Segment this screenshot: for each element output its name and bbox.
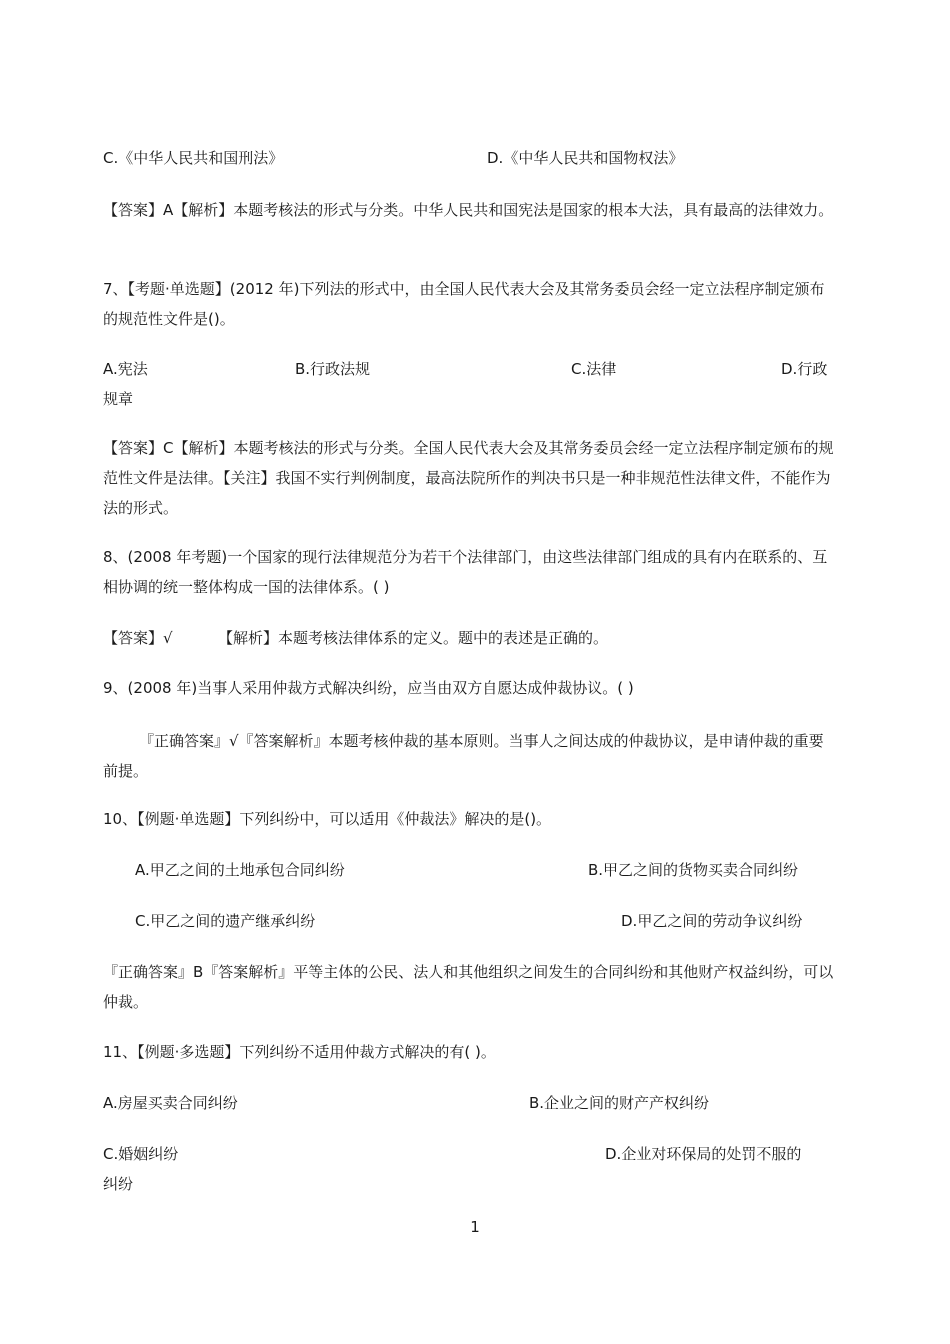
q11-option-b: B.企业之间的财产产权纠纷 [529,1094,710,1112]
q6-option-d: D.《中华人民共和国物权法》 [487,149,684,167]
q10-option-a: A.甲乙之间的土地承包合同纠纷 [135,861,345,879]
q10-option-b: B.甲乙之间的货物买卖合同纠纷 [588,861,799,879]
q9-answer: 『正确答案』√『答案解析』本题考核仲裁的基本原则。当事人之间达成的仲裁协议，是申请仲裁的重要前提。 [103,732,824,780]
q6-answer: 【答案】A【解析】本题考核法的形式与分类。中华人民共和国宪法是国家的根本大法，具有最高的法律效力。 [103,201,834,219]
q10-option-c: C.甲乙之间的遗产继承纠纷 [135,912,316,930]
q7-option-d-line1: D.行政 [781,360,828,378]
q6-option-c: C.《中华人民共和国刑法》 [103,149,284,167]
q10-answer: 『正确答案』B『答案解析』平等主体的公民、法人和其他组织之间发生的合同纠纷和其他财产权益纠纷，可以仲裁。 [103,963,834,1011]
q8-answer-mark: 【答案】√ [103,629,173,647]
q10-option-d: D.甲乙之间的劳动争议纠纷 [621,912,803,930]
q9-stem: 9、(2008 年)当事人采用仲裁方式解决纠纷，应当由双方自愿达成仲裁协议。( ) [103,679,634,697]
q8-analysis: 【解析】本题考核法律体系的定义。题中的表述是正确的。 [218,629,609,647]
page-number: 1 [470,1218,480,1236]
q10-stem: 10、【例题·单选题】下列纠纷中，可以适用《仲裁法》解决的是()。 [103,810,552,828]
q11-option-c: C.婚姻纠纷 [103,1145,179,1163]
q11-stem: 11、【例题·多选题】下列纠纷不适用仲裁方式解决的有( )。 [103,1043,496,1061]
q11-option-d-line1: D.企业对环保局的处罚不服的 [605,1145,802,1163]
q7-option-c: C.法律 [571,360,617,378]
q11-option-a: A.房屋买卖合同纠纷 [103,1094,238,1112]
q7-option-d-line2: 规章 [103,390,134,408]
q7-option-a: A.宪法 [103,360,148,378]
q8-stem: 8、(2008 年考题)一个国家的现行法律规范分为若干个法律部门，由这些法律部门组成的具有内在联系的、互相协调的统一整体构成一国的法律体系。( ) [103,548,828,596]
q11-option-d-line2: 纠纷 [103,1175,134,1193]
q7-option-b: B.行政法规 [295,360,371,378]
q7-stem: 7、【考题·单选题】(2012 年)下列法的形式中，由全国人民代表大会及其常务委员会经一定立法程序制定颁布的规范性文件是()。 [103,280,825,328]
q7-answer: 【答案】C【解析】本题考核法的形式与分类。全国人民代表大会及其常务委员会经一定立法程序制定颁布的规范性文件是法律。【关注】我国不实行判例制度，最高法院所作的判决书只是一种非规范性法律文件，不能作为法的形式。 [103,439,834,517]
